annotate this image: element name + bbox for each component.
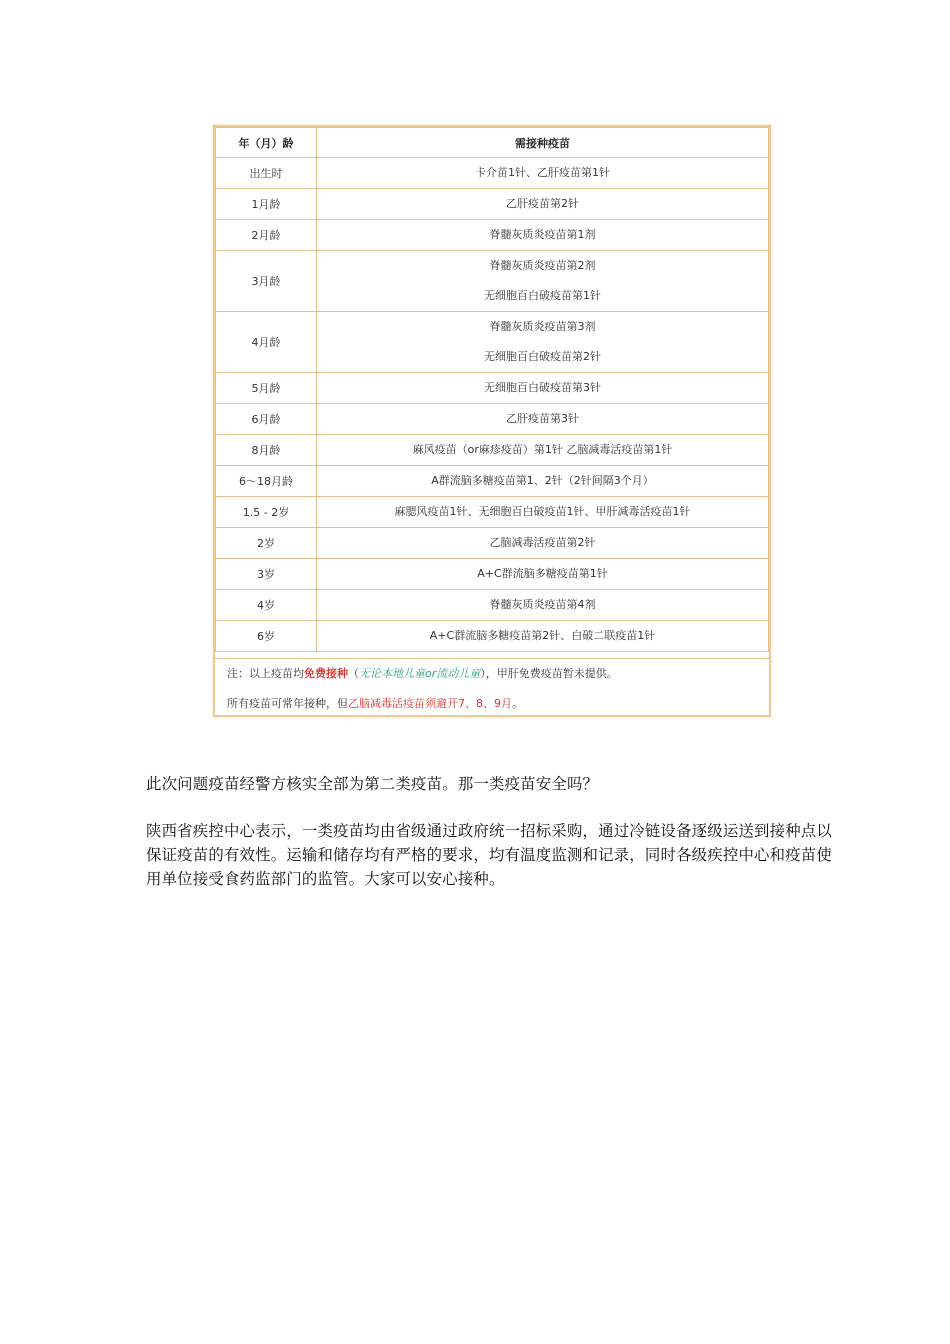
note-free bbox=[227, 665, 618, 681]
table-row bbox=[216, 404, 769, 435]
row-age: 2岁 bbox=[216, 528, 317, 559]
header-vaccine: 需接种疫苗 bbox=[317, 128, 769, 158]
table-header-row bbox=[216, 128, 769, 158]
table-row bbox=[216, 373, 769, 404]
row-age: 4月龄 bbox=[216, 312, 317, 373]
row-vaccines bbox=[317, 466, 769, 497]
row-vaccines bbox=[317, 220, 769, 251]
row-vaccines bbox=[317, 621, 769, 652]
vaccine-entry: 无细胞百白破疫苗第2针 bbox=[484, 350, 601, 363]
vaccine-entry: 无细胞百白破疫苗第1针 bbox=[484, 289, 601, 302]
note-free-paren: （ bbox=[348, 667, 359, 680]
table-row bbox=[216, 251, 769, 312]
row-age: 1月龄 bbox=[216, 189, 317, 220]
row-age: 出生时 bbox=[216, 158, 317, 189]
table-row bbox=[216, 189, 769, 220]
table-row bbox=[216, 621, 769, 652]
vaccine-schedule-table bbox=[215, 127, 769, 652]
row-vaccines bbox=[317, 251, 769, 312]
vaccine-entry: 乙肝疫苗第2针 bbox=[506, 197, 579, 210]
row-vaccines bbox=[317, 404, 769, 435]
row-vaccines bbox=[317, 189, 769, 220]
row-vaccines bbox=[317, 497, 769, 528]
vaccine-entry: 无细胞百白破疫苗第3针 bbox=[484, 381, 601, 394]
vaccine-entry: 脊髓灰质炎疫苗第2剂 bbox=[489, 259, 596, 272]
row-vaccines bbox=[317, 559, 769, 590]
row-age: 8月龄 bbox=[216, 435, 317, 466]
table-row bbox=[216, 528, 769, 559]
table-row bbox=[216, 497, 769, 528]
table-body bbox=[216, 158, 769, 652]
table-row bbox=[216, 466, 769, 497]
paragraph-answer: 陕西省疾控中心表示，一类疫苗均由省级通过政府统一招标采购，通过冷链设备逐级运送到接种点以保证疫苗的有效性。运输和储存均有严格的要求，均有温度监测和记录，同时各级疾控中心和疫苗使用单位接受食药监部门的监管。大家可以安心接种。 bbox=[146, 822, 832, 888]
vaccine-entry: A+C群流脑多糖疫苗第1针 bbox=[477, 567, 608, 580]
table-row bbox=[216, 590, 769, 621]
row-vaccines bbox=[317, 373, 769, 404]
row-age: 6岁 bbox=[216, 621, 317, 652]
vaccine-entry: 麻腮风疫苗1针、无细胞百白破疫苗1针、甲肝减毒活疫苗1针 bbox=[394, 505, 691, 518]
note-free-italic: 无论本地儿童or流动儿童 bbox=[359, 667, 481, 680]
paragraph-question: 此次问题疫苗经警方核实全部为第二类疫苗。那一类疫苗安全吗？ bbox=[146, 775, 599, 793]
table-row bbox=[216, 559, 769, 590]
header-age: 年（月）龄 bbox=[216, 128, 317, 158]
row-age: 3月龄 bbox=[216, 251, 317, 312]
table-row bbox=[216, 435, 769, 466]
vaccine-entry: 乙肝疫苗第3针 bbox=[506, 412, 579, 425]
note-season-highlight: 乙脑减毒活疫苗须避开7、8、9月 bbox=[348, 697, 512, 710]
table-row bbox=[216, 312, 769, 373]
row-age: 4岁 bbox=[216, 590, 317, 621]
row-vaccines bbox=[317, 590, 769, 621]
row-age: 1.5 - 2岁 bbox=[216, 497, 317, 528]
note-free-highlight: 免费接种 bbox=[304, 667, 348, 680]
row-vaccines bbox=[317, 158, 769, 189]
vaccine-entry: 脊髓灰质炎疫苗第1剂 bbox=[489, 228, 596, 241]
row-age: 6～18月龄 bbox=[216, 466, 317, 497]
vaccine-entry: 脊髓灰质炎疫苗第3剂 bbox=[489, 320, 596, 333]
row-vaccines bbox=[317, 435, 769, 466]
table-row bbox=[216, 158, 769, 189]
vaccine-entry: 卡介苗1针、乙肝疫苗第1针 bbox=[475, 166, 610, 179]
note-free-prefix: 注：以上疫苗均 bbox=[227, 667, 304, 680]
row-age: 3岁 bbox=[216, 559, 317, 590]
row-age: 2月龄 bbox=[216, 220, 317, 251]
vaccine-entry: 脊髓灰质炎疫苗第4剂 bbox=[489, 598, 596, 611]
table-notes bbox=[215, 658, 769, 715]
note-free-suffix: ），甲肝免费疫苗暂未提供。 bbox=[480, 667, 618, 680]
note-season bbox=[227, 695, 523, 711]
vaccine-entry: 麻风疫苗（or麻疹疫苗）第1针 乙脑减毒活疫苗第1针 bbox=[412, 443, 673, 456]
vaccine-entry: A群流脑多糖疫苗第1、2针（2针间隔3个月） bbox=[431, 474, 654, 487]
table-row bbox=[216, 220, 769, 251]
row-age: 6月龄 bbox=[216, 404, 317, 435]
note-season-prefix: 所有疫苗可常年接种，但 bbox=[227, 697, 348, 710]
vaccine-schedule-image bbox=[213, 125, 771, 717]
row-vaccines bbox=[317, 528, 769, 559]
note-season-suffix: 。 bbox=[512, 697, 523, 710]
vaccine-entry: 乙脑减毒活疫苗第2针 bbox=[489, 536, 596, 549]
vaccine-entry: A+C群流脑多糖疫苗第2针、白破二联疫苗1针 bbox=[429, 629, 656, 642]
row-age: 5月龄 bbox=[216, 373, 317, 404]
row-vaccines bbox=[317, 312, 769, 373]
